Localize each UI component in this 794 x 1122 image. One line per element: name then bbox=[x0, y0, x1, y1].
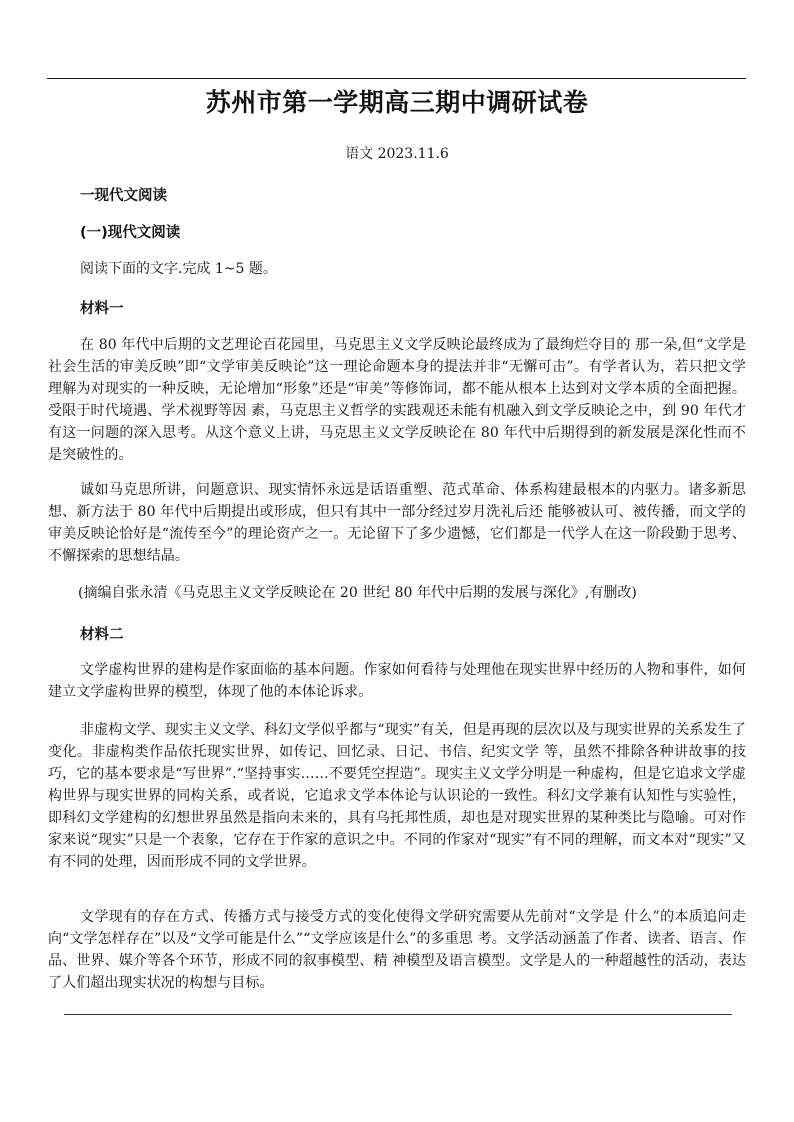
material-two-paragraph: 非虚构文学、现实主义文学、科幻文学似乎都与“现实”有关，但是再现的层次以及与现实世界的关系发生了变化。非虚构类作品依托现实世界，如传记、回忆录、日记、书信、纪实文学 等，虽然不排除各种讲故事的技巧，它的基本要求是“写世界”.“坚持事实……不要凭空捏造”。现实主义文学分明是一种虚构，但是它追求文学虚构世界与现实世界的同构关系，或者说，它追求文学本体论与认识论的一致性。科幻文学兼有认知性与实验性，即科幻文学建构的幻想世界虽然是指向未来的，具有乌托邦性质，却也是对现实世界的某种类比与隐喻。可对作 家来说“现实”只是一个表象，它存在于作家的意识之中。不同的作家对“现实”有不同的理解，而文本对“现实”又有不同的处理，因而形成不同的文学世界。 bbox=[48, 722, 746, 870]
header-rule bbox=[47, 78, 746, 79]
footer-rule bbox=[64, 1014, 732, 1015]
material-two-paragraph: 文学虚构世界的建构是作家面临的基本问题。作家如何看待与处理他在现实世界中经历的人物和事件，如何建立文学虚构世界的模型，体现了他的本体论诉求。 bbox=[48, 662, 746, 700]
material-one-paragraph: 在 80 年代中后期的文艺理论百花园里，马克思主义文学反映论最终成为了最绚烂夺目的 那一朵,但“文学是社会生活的审美反映”即“文学审美反映论”这一理论命题本身的提法并非“无懈可击”。有学者认为，若只把文学理解为对现实的一种反映，无论增加“形象”还是“审美”等修饰词，都不能从根本上达到对文学本质的全面把握。受限于时代境遇、学术视野等因 素，马克思主义哲学的实践观还未能有机融入到文学反映论之中，到 90 年代才有这一问题的深入思考。从这个意义上讲，马克思主义文学反映论在 80 年代中后期得到的新发展是深化性而不是突破性的。 bbox=[48, 337, 746, 463]
reading-instruction: 阅读下面的文字.完成 1~5 题。 bbox=[80, 261, 277, 277]
source-citation: (摘编自张永清《马克思主义文学反映论在 20 世纪 80 年代中后期的发展与深化》,有删改) bbox=[78, 585, 637, 601]
material-one-paragraph: 诚如马克思所讲，问题意识、现实情怀永远是话语重塑、范式革命、体系构建最根本的内驱力。诸多新思想、新方法于 80 年代中后期提出或形成，但只有其中一部分经过岁月洗礼后还 能够被认可、被传播，而文学的审美反映论恰好是“流传至今”的理论资产之一。无论留下了多少遗憾，它们都是一代学人在这一阶段勤于思考、不懈探索的思想结晶。 bbox=[48, 482, 746, 564]
material-two-paragraph: 文学现有的存在方式、传播方式与接受方式的变化使得文学研究需要从先前对“文学是 什么”的本质追问走向“文学怎样存在”以及“文学可能是什么”“文学应该是什么”的多重思 考。文学活动涵盖了作者、读者、语言、作品、世界、媒介等各个环节，形成不同的叙事模型、精 神模型及语言模型。文学是人的一种超越性的活动，表达了人们超出现实状况的构想与目标。 bbox=[48, 909, 746, 991]
material-one-heading: 材料一 bbox=[80, 301, 124, 317]
section-heading: 一现代文阅读 bbox=[80, 188, 167, 204]
subsection-heading: (一)现代文阅读 bbox=[80, 225, 181, 241]
document-title: 苏州市第一学期高三期中调研试卷 bbox=[205, 88, 589, 117]
document-subtitle: 语文 2023.11.6 bbox=[345, 146, 449, 162]
material-two-heading: 材料二 bbox=[80, 627, 124, 643]
